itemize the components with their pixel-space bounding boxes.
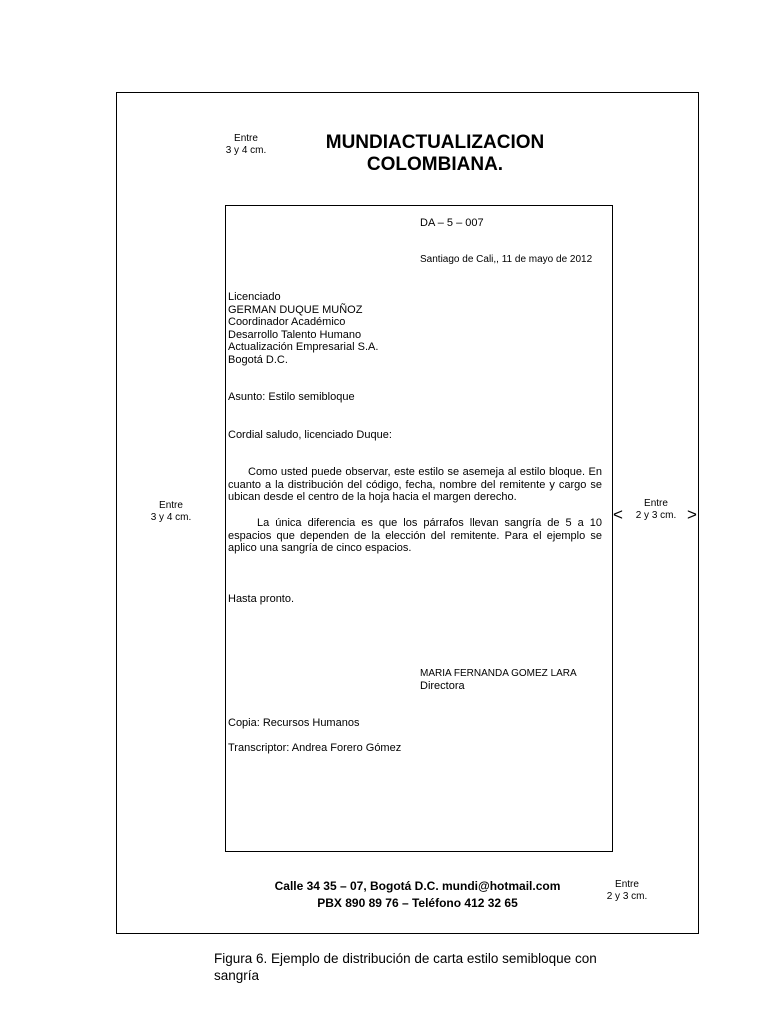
letter-paragraph-2: La única diferencia es que los párrafos llevan sangría de 5 a 10 espacios que dependen de la elección del remitente. Para el ejemplo se aplico una sangría de cinco espacios. [228, 517, 602, 554]
footer-address [230, 878, 605, 912]
letter-closing: Hasta pronto. [228, 593, 295, 605]
bottom-margin-note [597, 879, 657, 903]
footer-line1: Calle 34 35 – 07, Bogotá D.C. mundi@hotmail.com [274, 879, 561, 893]
left-margin-note-line1: Entre [159, 500, 183, 511]
company-title [290, 132, 580, 176]
right-margin-note-line2: 2 y 3 cm. [635, 510, 677, 521]
left-arrow-icon: < [613, 505, 623, 524]
top-margin-note-line2: 3 y 4 cm. [225, 145, 267, 156]
recipient-line: Bogotá D.C. [228, 353, 288, 366]
bottom-margin-note-line2: 2 y 3 cm. [606, 891, 648, 902]
right-margin-note-line1: Entre [644, 498, 668, 509]
right-arrow-icon: > [687, 505, 697, 524]
letter-paragraph-1: Como usted puede observar, este estilo se asemeja al estilo bloque. En cuanto a la distribución del código, fecha, nombre del remitente y cargo se ubican desde el centro de la hoja hacia el margen derecho. [228, 466, 602, 503]
recipient-block [228, 291, 528, 366]
recipient-line: Actualización Empresarial S.A. [228, 341, 379, 353]
footer-line2: PBX 890 89 76 – Teléfono 412 32 65 [317, 896, 518, 910]
figure-caption: Figura 6. Ejemplo de distribución de carta estilo semibloque con sangría [214, 951, 597, 983]
signer-name: MARIA FERNANDA GOMEZ LARA [420, 668, 577, 679]
letter-date: Santiago de Cali,, 11 de mayo de 2012 [420, 254, 593, 265]
signer-title: Directora [420, 680, 465, 692]
letter-copy: Copia: Recursos Humanos [228, 717, 360, 729]
top-margin-note [216, 133, 276, 157]
company-title-line1: MUNDIACTUALIZACION [325, 132, 545, 153]
letter-greeting: Cordial saludo, licenciado Duque: [228, 429, 392, 441]
letter-subject: Asunto: Estilo semibloque [228, 391, 355, 403]
right-margin-note [626, 498, 686, 522]
left-margin-note-line2: 3 y 4 cm. [150, 512, 192, 523]
left-margin-note [140, 500, 202, 524]
top-margin-note-line1: Entre [234, 133, 258, 144]
recipient-line: Desarrollo Talento Humano [228, 328, 362, 341]
recipient-line: GERMAN DUQUE MUÑOZ [228, 303, 363, 316]
letter-transcriber: Transcriptor: Andrea Forero Gómez [228, 742, 402, 754]
recipient-line: Coordinador Académico [228, 316, 346, 328]
letter-code: DA – 5 – 007 [420, 217, 484, 229]
recipient-line: Licenciado [228, 291, 281, 303]
company-title-line2: COLOMBIANA. [366, 154, 504, 175]
bottom-margin-note-line1: Entre [615, 879, 639, 890]
